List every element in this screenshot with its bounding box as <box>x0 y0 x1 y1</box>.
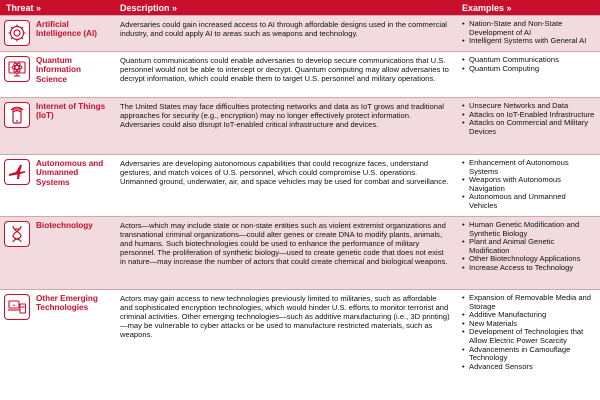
example-item: • Human Genetic Modification and Synthetic Biology <box>462 221 596 238</box>
threat-name: Autonomous and Unmanned Systems <box>36 159 104 187</box>
smartphone-wifi-icon <box>4 102 30 128</box>
example-item: • Development of Technologies that Allow Electric Power Scarcity <box>462 328 596 345</box>
threat-description: The United States may face difficulties protecting networks and data as IoT grows and traditional approaches for security (e.g., encryption) may no longer effectively protect information. Adversaries could also disrupt IoT-enabled critical infrastructure and devices. <box>120 102 444 129</box>
examples-list <box>462 20 596 46</box>
threat-description: Adversaries could gain increased access to AI through affordable designs used in the commercial industry, and could apply AI to areas such as weapons and technology. <box>120 20 447 38</box>
example-item: • Additive Manufacturing <box>462 311 596 320</box>
examples-list <box>462 56 596 73</box>
header-description: Description » <box>120 2 178 13</box>
example-item: • Weapons with Autonomous Navigation <box>462 176 596 193</box>
example-item: • Quantum Computing <box>462 65 596 74</box>
example-item: • Increase Access to Technology <box>462 264 596 273</box>
threat-description: Adversaries are developing autonomous capabilities that could recognize faces, understand gestures, and match voices of U.S. personnel, which could compromise U.S. operations. Unmanned ground, underwater, air, and space vehicles may be used for combat and surveillance. <box>120 159 449 186</box>
example-item: • Attacks on IoT-Enabled Infrastructure <box>462 111 596 120</box>
aircraft-icon <box>4 159 30 185</box>
threat-name: Biotechnology <box>36 221 93 230</box>
threat-name: Other Emerging Technologies <box>36 294 98 313</box>
example-item: • Advanced Sensors <box>462 363 596 372</box>
laptop-3d-printer-icon <box>4 294 30 320</box>
example-item: • Enhancement of Autonomous Systems <box>462 159 596 176</box>
example-item: • Plant and Animal Genetic Modification <box>462 238 596 255</box>
example-item: • Advancements in Camouflage Technology <box>462 346 596 363</box>
table-row <box>0 154 600 216</box>
example-item: • Other Biotechnology Applications <box>462 255 596 264</box>
threat-description: Actors may gain access to new technologies previously limited to militaries, such as affordable and sophisticated encryption technologies, which would hinder U.S. efforts to monitor terrorist and criminal activities. Other emerging technologies—such as additive manufacturing (i.e., 3D printing)—may be vulnerable to cyber attacks or be used to manufacture restricted materials, such as weapons. <box>120 294 450 339</box>
computer-atom-icon <box>4 56 30 82</box>
examples-list <box>462 102 596 136</box>
dna-icon <box>4 221 30 247</box>
ai-chip-icon <box>4 20 30 46</box>
table-row <box>0 216 600 289</box>
examples-list <box>462 221 596 273</box>
example-item: • Expansion of Removable Media and Storage <box>462 294 596 311</box>
example-item: • Quantum Communications <box>462 56 596 65</box>
examples-list <box>462 159 596 211</box>
threat-description: Quantum communications could enable adversaries to develop secure communications that U.S. personnel would not be able to intercept or decrypt. Quantum computing may allow adversaries to decrypt information, which could enable them to target U.S. personnel and military operations. <box>120 56 449 83</box>
threat-name: Quantum Information Science <box>36 56 82 84</box>
example-item: • Autonomous and Unmanned Vehicles <box>462 193 596 210</box>
example-item: • Unsecure Networks and Data <box>462 102 596 111</box>
header-examples: Examples » <box>462 2 512 13</box>
table-row <box>0 97 600 154</box>
table-row <box>0 289 600 382</box>
examples-list <box>462 294 596 371</box>
threat-name: Artificial Intelligence (AI) <box>36 20 97 39</box>
threat-description: Actors—which may include state or non-state entities such as violent extremist organizations and transnational criminal organizations—could alter genes or create DNA to modify plants, animals, and humans. Such biotechnologies could be used to enhance the performance of military personnel. The proliferation of synthetic biology—used to create genetic code that does not exist in nature—may increase the number of actors that could create chemical and biological weapons. <box>120 221 448 266</box>
table-header <box>0 0 600 15</box>
example-item: • New Materials <box>462 320 596 329</box>
example-item: • Intelligent Systems with General AI <box>462 37 596 46</box>
table-row <box>0 15 600 51</box>
header-threat: Threat » <box>6 2 42 13</box>
threat-name: Internet of Things (IoT) <box>36 102 106 121</box>
example-item: • Nation-State and Non-State Development of AI <box>462 20 596 37</box>
table-row <box>0 51 600 97</box>
example-item: • Attacks on Commercial and Military Devices <box>462 119 596 136</box>
